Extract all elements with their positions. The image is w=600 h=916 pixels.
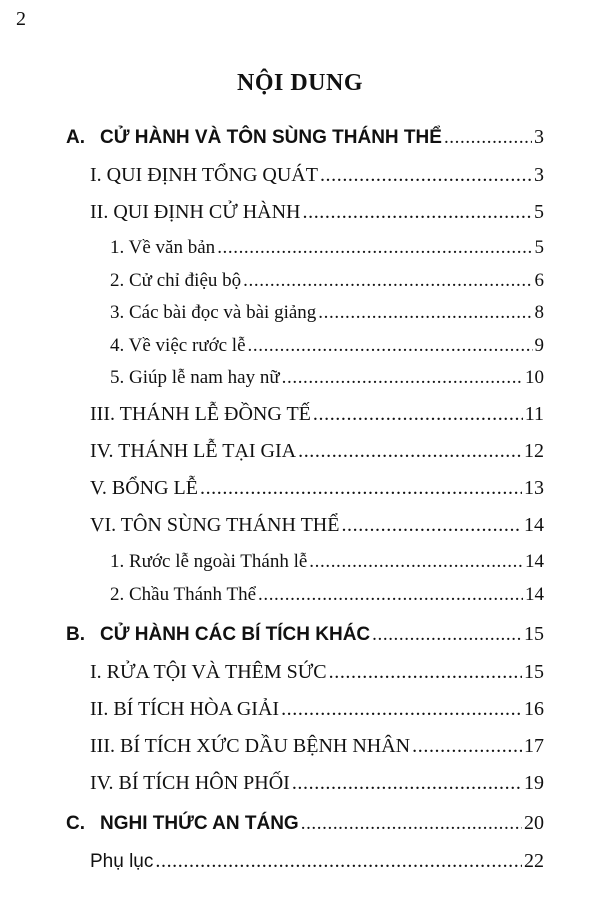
leader-dots — [309, 547, 523, 577]
toc-label: 4. Về việc rước lễ — [110, 335, 246, 356]
toc-section-a[interactable] — [66, 122, 544, 152]
leader-dots — [155, 846, 522, 876]
toc-entry[interactable] — [90, 160, 544, 190]
toc-page: 22 — [524, 850, 544, 872]
toc-page: 5 — [534, 237, 544, 258]
toc-page: 12 — [524, 440, 544, 462]
toc-page: 19 — [524, 772, 544, 794]
toc-label: II. BÍ TÍCH HÒA GIẢI — [90, 698, 280, 720]
toc-label: I. RỬA TỘI VÀ THÊM SỨC — [90, 661, 327, 683]
toc-page: 8 — [534, 302, 544, 323]
section-letter: C. — [66, 813, 85, 834]
toc-label: CỬ HÀNH VÀ TÔN SÙNG THÁNH THỂ — [100, 127, 442, 148]
toc-label: Phụ lục — [90, 851, 154, 872]
toc-page: 14 — [525, 584, 544, 605]
leader-dots — [444, 123, 532, 153]
leader-dots — [200, 473, 522, 503]
leader-dots — [329, 657, 522, 687]
toc-label: V. BỔNG LỄ — [90, 477, 198, 499]
toc-subentry[interactable] — [110, 331, 544, 361]
toc-subentry[interactable] — [110, 547, 544, 577]
toc-entry[interactable] — [90, 399, 544, 429]
toc-page: 5 — [534, 201, 544, 223]
leader-dots — [313, 399, 523, 429]
toc-label: 2. Chầu Thánh Thể — [110, 584, 256, 605]
leader-dots — [282, 363, 523, 393]
toc-label: 5. Giúp lễ nam hay nữ — [110, 367, 280, 388]
toc-page: 3 — [534, 164, 544, 186]
toc-label: VI. TÔN SÙNG THÁNH THỂ — [90, 514, 340, 536]
toc-section-c[interactable] — [66, 808, 544, 838]
toc-entry[interactable] — [90, 197, 544, 227]
toc-label: III. THÁNH LỄ ĐỒNG TẾ — [90, 403, 311, 425]
toc-entry[interactable] — [90, 768, 544, 798]
page-number: 2 — [16, 8, 26, 30]
toc-label: 1. Rước lễ ngoài Thánh lễ — [110, 551, 308, 572]
toc-subentry[interactable] — [110, 363, 544, 393]
toc-subentry[interactable] — [110, 580, 544, 610]
toc-page: 15 — [524, 661, 544, 683]
toc-entry[interactable] — [90, 657, 544, 687]
toc-entry[interactable] — [90, 436, 544, 466]
leader-dots — [217, 233, 532, 263]
toc-label: I. QUI ĐỊNH TỔNG QUÁT — [90, 164, 318, 186]
toc-label: 1. Về văn bản — [110, 237, 216, 258]
leader-dots — [412, 731, 522, 761]
toc-entry[interactable] — [90, 731, 544, 761]
toc-entry[interactable] — [90, 473, 544, 503]
section-letter: B. — [66, 624, 85, 645]
toc-page: 10 — [525, 367, 544, 388]
toc-label: NGHI THỨC AN TÁNG — [100, 813, 299, 834]
leader-dots — [248, 331, 533, 361]
toc-label: IV. BÍ TÍCH HÔN PHỐI — [90, 772, 290, 794]
section-letter: A. — [66, 127, 85, 148]
toc-title: NỘI DUNG — [236, 70, 363, 96]
toc-label: II. QUI ĐỊNH CỬ HÀNH — [90, 201, 301, 223]
toc-entry[interactable] — [90, 510, 544, 540]
toc-page: 16 — [524, 698, 544, 720]
leader-dots — [258, 580, 523, 610]
toc-page: 13 — [524, 477, 544, 499]
toc-section-b[interactable] — [66, 619, 544, 649]
toc-subentry[interactable] — [110, 233, 544, 263]
toc-label: 2. Cử chỉ điệu bộ — [110, 270, 242, 291]
toc-subentry[interactable] — [110, 266, 544, 296]
toc-page: 14 — [525, 551, 544, 572]
toc-page: 14 — [524, 514, 544, 536]
toc-appendix[interactable] — [90, 846, 544, 876]
toc-page: 9 — [534, 335, 544, 356]
toc-page: 20 — [524, 812, 544, 834]
leader-dots — [303, 197, 533, 227]
toc-entry[interactable] — [90, 694, 544, 724]
leader-dots — [281, 694, 522, 724]
toc-page: 3 — [534, 126, 544, 148]
leader-dots — [292, 768, 522, 798]
toc-label: CỬ HÀNH CÁC BÍ TÍCH KHÁC — [100, 624, 371, 645]
leader-dots — [320, 160, 532, 190]
toc-label: IV. THÁNH LỄ TẠI GIA — [90, 440, 297, 462]
leader-dots — [301, 809, 522, 839]
leader-dots — [341, 510, 522, 540]
toc-page: 11 — [524, 403, 544, 425]
leader-dots — [243, 266, 532, 296]
toc-page: 17 — [524, 735, 544, 757]
leader-dots — [372, 620, 522, 650]
toc-subentry[interactable] — [110, 298, 544, 328]
leader-dots — [298, 436, 522, 466]
toc-label: 3. Các bài đọc và bài giảng — [110, 302, 317, 323]
toc-page: 15 — [524, 623, 544, 645]
toc-page: 6 — [534, 270, 544, 291]
leader-dots — [318, 298, 532, 328]
toc-label: III. BÍ TÍCH XỨC DẦU BỆNH NHÂN — [90, 735, 411, 757]
